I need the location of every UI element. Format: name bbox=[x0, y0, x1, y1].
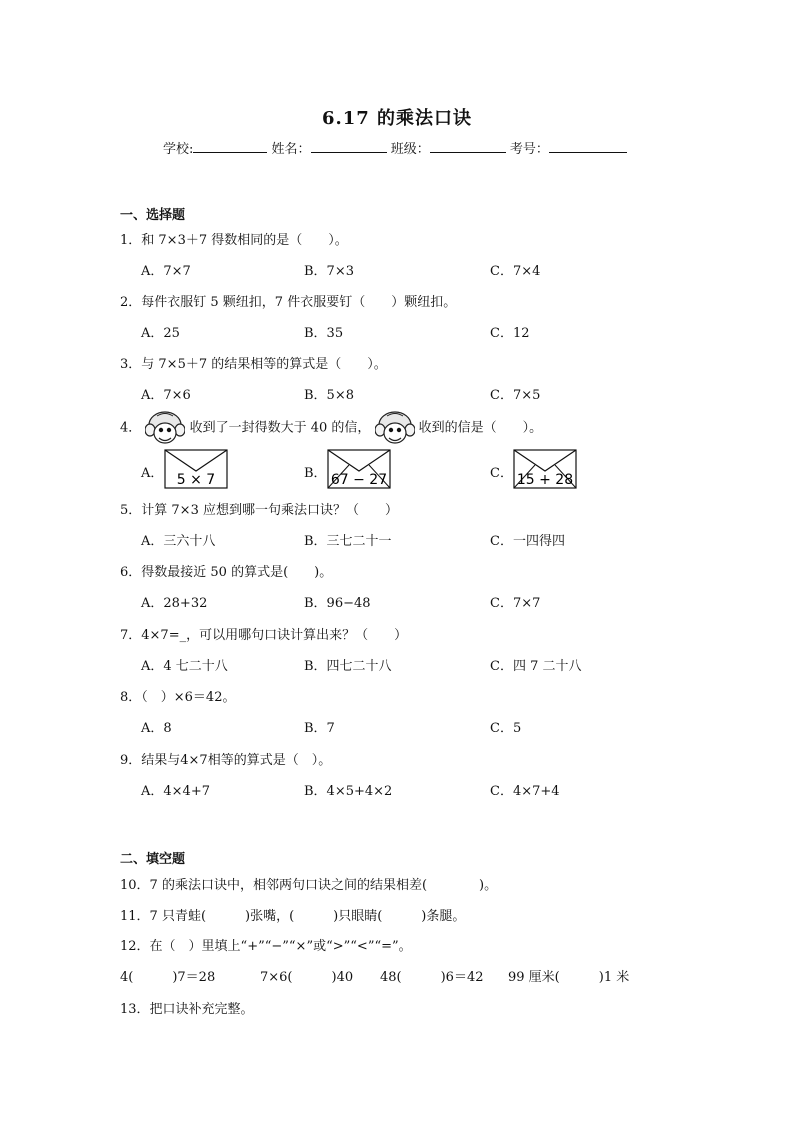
question-9: 9．结果与4×7相等的算式是（ ）。 bbox=[120, 753, 332, 768]
question-4-end-text: 收到的信是（ ）。 bbox=[418, 420, 543, 436]
q12-item[interactable]: 99 厘米( )1 米 bbox=[508, 970, 630, 985]
q7-option-c[interactable]: C．四 7 二十八 bbox=[490, 659, 582, 674]
question-13: 13．把口诀补充完整。 bbox=[120, 1002, 254, 1017]
q2-option-b[interactable]: B．35 bbox=[304, 326, 344, 341]
q3-option-b[interactable]: B．5×8 bbox=[304, 388, 354, 403]
q9-option-a[interactable]: A．4×4+7 bbox=[141, 784, 210, 799]
q8-option-b[interactable]: B．7 bbox=[304, 721, 335, 736]
q12-item[interactable]: 4( )7＝28 bbox=[120, 970, 216, 985]
page-title: 6.17 的乘法口诀 bbox=[321, 108, 473, 129]
question-12: 12．在（ ）里填上“+”“−”“×”或“>”“<”“=”。 bbox=[120, 939, 412, 954]
envelope-c-expression: 15 + 28 bbox=[516, 472, 574, 488]
q9-option-b[interactable]: B．4×5+4×2 bbox=[304, 784, 393, 799]
question-8: 8．（ ）×6＝42。 bbox=[120, 690, 236, 705]
question-12-items bbox=[120, 966, 629, 985]
q1-option-b[interactable]: B．7×3 bbox=[304, 264, 354, 279]
q9-option-c[interactable]: C．4×7+4 bbox=[490, 784, 560, 799]
q7-option-a[interactable]: A．4 七二十八 bbox=[141, 659, 228, 674]
envelope-b-icon[interactable] bbox=[327, 449, 391, 489]
section-choice-heading: 一、选择题 bbox=[120, 208, 186, 223]
name-label: 姓名： bbox=[271, 142, 311, 157]
q1-option-c[interactable]: C．7×4 bbox=[490, 264, 541, 279]
q6-option-c[interactable]: C．7×7 bbox=[490, 596, 541, 611]
school-label: 学校: bbox=[163, 142, 194, 157]
q7-option-b[interactable]: B．四七二十八 bbox=[304, 659, 392, 674]
question-11: 11．7 只青蛙( )张嘴，( )只眼睛( )条腿。 bbox=[120, 909, 466, 924]
school-blank[interactable] bbox=[193, 140, 267, 153]
section-fill-heading: 二、填空题 bbox=[120, 852, 186, 867]
q2-option-c[interactable]: C．12 bbox=[490, 326, 530, 341]
class-blank[interactable] bbox=[430, 140, 506, 153]
exam-number-blank[interactable] bbox=[549, 140, 627, 153]
q5-option-c[interactable]: C．一四得四 bbox=[490, 534, 565, 549]
student-info-line bbox=[163, 138, 627, 157]
envelope-a-expression: 5 × 7 bbox=[176, 472, 216, 488]
question-5: 5．计算 7×3 应想到哪一句乘法口诀？（ ） bbox=[120, 503, 398, 518]
question-2: 2．每件衣服钉 5 颗纽扣，7 件衣服要钉（ ）颗纽扣。 bbox=[120, 295, 457, 310]
envelope-a-icon[interactable] bbox=[164, 449, 228, 489]
question-7: 7．4×7=_，可以用哪句口诀计算出来？（ ） bbox=[120, 628, 408, 643]
q3-option-c[interactable]: C．7×5 bbox=[490, 388, 541, 403]
envelope-c-icon[interactable] bbox=[513, 449, 577, 489]
question-3: 3．与 7×5＋7 的结果相等的算式是（ ）。 bbox=[120, 357, 387, 372]
q3-option-a[interactable]: A．7×6 bbox=[141, 388, 191, 403]
monkey-icon bbox=[145, 410, 185, 446]
monkey-icon bbox=[375, 410, 415, 446]
class-label: 班级： bbox=[390, 142, 430, 157]
q5-option-a[interactable]: A．三六十八 bbox=[141, 534, 216, 549]
q8-option-c[interactable]: C．5 bbox=[490, 721, 522, 736]
envelope-b-expression: 67 − 27 bbox=[330, 472, 388, 488]
q1-option-a[interactable]: A．7×7 bbox=[141, 264, 191, 279]
question-4-middle-text: 收到了一封得数大于 40 的信， bbox=[189, 420, 371, 436]
exam-number-label: 考号： bbox=[509, 142, 549, 157]
question-10: 10．7 的乘法口诀中，相邻两句口诀之间的结果相差( )。 bbox=[120, 878, 498, 893]
question-6: 6．得数最接近 50 的算式是( )。 bbox=[120, 565, 333, 580]
q4-option-b[interactable]: B． bbox=[304, 466, 327, 481]
q4-option-c[interactable]: C． bbox=[490, 466, 513, 481]
question-4-number: 4． bbox=[120, 420, 142, 436]
q4-option-a[interactable]: A． bbox=[141, 466, 164, 481]
name-blank[interactable] bbox=[311, 140, 387, 153]
question-4 bbox=[120, 410, 542, 446]
q5-option-b[interactable]: B．三七二十一 bbox=[304, 534, 392, 549]
q12-item[interactable]: 7×6( )40 bbox=[260, 970, 354, 985]
q6-option-a[interactable]: A．28+32 bbox=[141, 596, 208, 611]
q8-option-a[interactable]: A．8 bbox=[141, 721, 172, 736]
q2-option-a[interactable]: A．25 bbox=[141, 326, 180, 341]
q6-option-b[interactable]: B．96−48 bbox=[304, 596, 371, 611]
question-1: 1．和 7×3＋7 得数相同的是（ ）。 bbox=[120, 233, 348, 248]
q12-item[interactable]: 48( )6＝42 bbox=[380, 970, 484, 985]
